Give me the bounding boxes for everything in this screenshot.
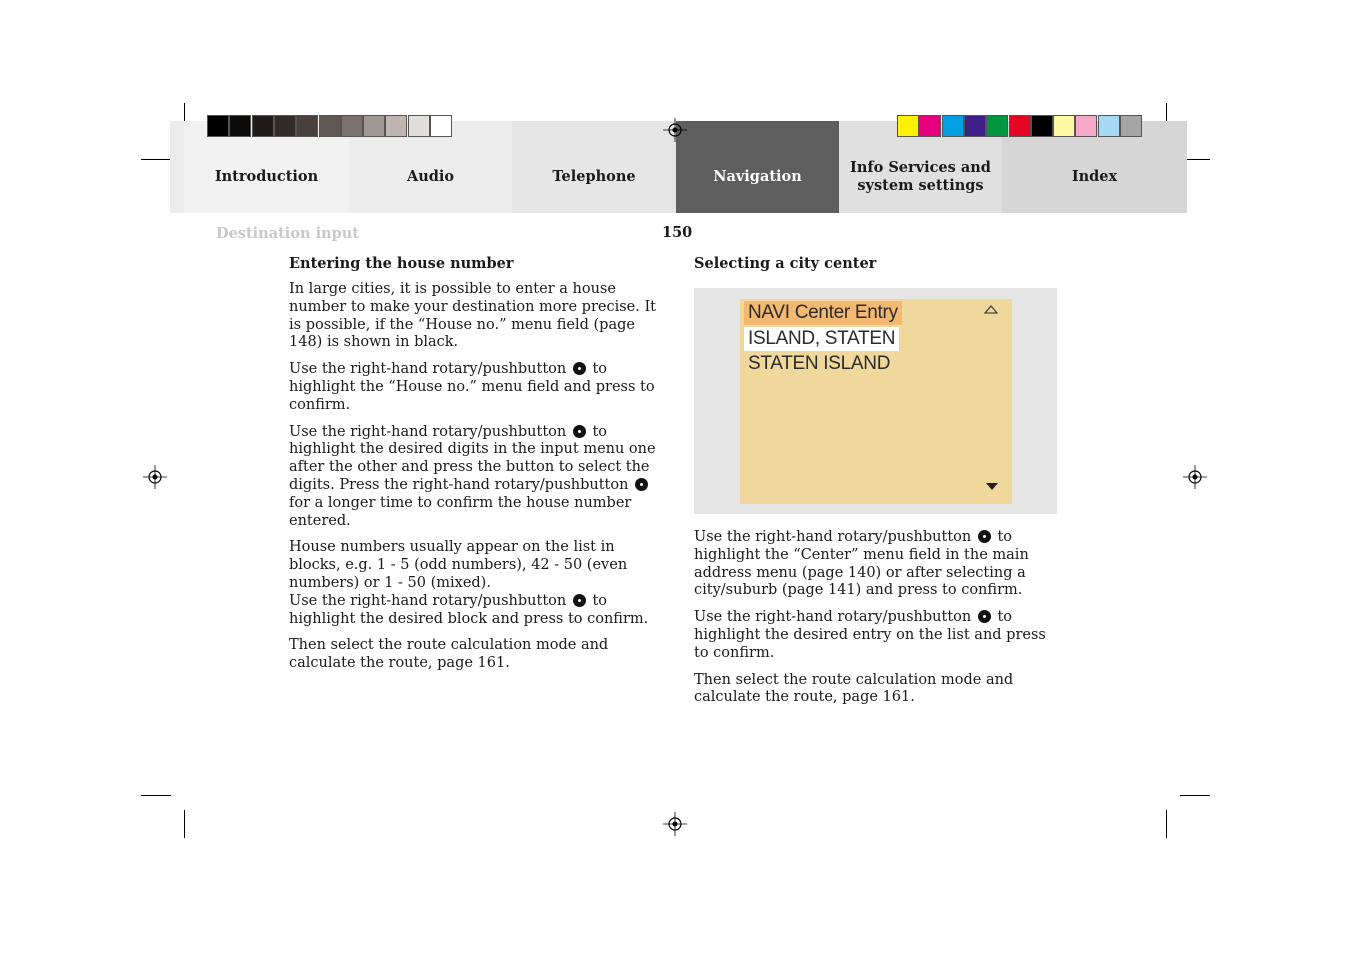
- page-number: 150: [662, 224, 693, 241]
- calibration-swatch: [296, 115, 318, 137]
- crop-mark: [141, 159, 171, 160]
- calibration-swatch: [1075, 115, 1097, 137]
- registration-mark-icon: [143, 465, 167, 489]
- calibration-swatch: [986, 115, 1008, 137]
- calibration-swatch: [341, 115, 363, 137]
- calibration-swatch: [252, 115, 274, 137]
- tab-label: Audio: [406, 168, 455, 185]
- calibration-swatch: [1009, 115, 1031, 137]
- calibration-swatch: [363, 115, 385, 137]
- rotary-pushbutton-icon: [635, 478, 648, 491]
- crop-mark: [1180, 795, 1210, 796]
- crop-mark: [184, 810, 185, 838]
- screen-list-item: STATEN ISLAND: [748, 353, 891, 374]
- rotary-pushbutton-icon: [978, 610, 991, 623]
- scroll-up-icon: [984, 305, 998, 315]
- left-column: [289, 255, 664, 682]
- paragraph: House numbers usually appear on the list in blocks, e.g. 1 - 5 (odd numbers), 42 - 50 (even numbers) or 1 - 50 (mixed). Use the right-hand rotary/pushbutton to highlight the desired block and press to confirm.: [289, 539, 649, 627]
- calibration-swatch: [942, 115, 964, 137]
- registration-mark-icon: [663, 812, 687, 836]
- section-heading: Entering the house number: [289, 255, 514, 272]
- paragraph: In large cities, it is possible to enter a house number to make your destination more precise. It is possible, if the “House no.” menu field (page 148) is shown in black.: [289, 281, 657, 351]
- calibration-swatch: [897, 115, 919, 137]
- tab-label: Index: [1071, 168, 1118, 185]
- section-heading: Selecting a city center: [694, 255, 877, 272]
- calibration-swatch: [1031, 115, 1053, 137]
- scroll-down-icon: [985, 482, 999, 491]
- tab-label-line1: Info Services and: [850, 159, 991, 176]
- calibration-swatch: [919, 115, 941, 137]
- rotary-pushbutton-icon: [573, 594, 586, 607]
- registration-mark-icon: [663, 118, 687, 142]
- navigation-display-screen: [740, 299, 1012, 504]
- paragraph: Use the right-hand rotary/pushbutton to highlight the desired digits in the input menu one after the other and press the button to select the digits. Press the right-hand rotary/pushbutton for a longer time to confirm the house number entered.: [289, 423, 656, 529]
- calibration-swatch: [1120, 115, 1142, 137]
- calibration-swatch: [229, 115, 251, 137]
- right-column: [694, 529, 1059, 716]
- tab-label: Navigation: [713, 168, 802, 185]
- tab-navigation[interactable]: [676, 121, 839, 213]
- paragraph: Use the right-hand rotary/pushbutton to highlight the “House no.” menu field and press to confirm.: [289, 361, 655, 413]
- screen-list-item-selected: ISLAND, STATEN: [744, 327, 899, 351]
- calibration-swatch: [274, 115, 296, 137]
- calibration-swatch: [385, 115, 407, 137]
- running-head: Destination input: [216, 225, 360, 242]
- paragraph: Then select the route calculation mode and calculate the route, page 161.: [694, 671, 1014, 706]
- tab-label-line2: system settings: [857, 177, 984, 194]
- calibration-swatch: [319, 115, 341, 137]
- tab-label: Telephone: [552, 168, 636, 185]
- calibration-swatch: [430, 115, 452, 137]
- calibration-swatch: [1053, 115, 1075, 137]
- paragraph: Use the right-hand rotary/pushbutton to highlight the “Center” menu field in the main address menu (page 140) or after selecting a city/suburb (page 141) and press to confirm.: [694, 529, 1029, 599]
- paragraph: Then select the route calculation mode and calculate the route, page 161.: [289, 637, 609, 672]
- tab-telephone[interactable]: [512, 121, 676, 213]
- calibration-swatch: [964, 115, 986, 137]
- rotary-pushbutton-icon: [978, 530, 991, 543]
- registration-mark-icon: [1183, 465, 1207, 489]
- crop-mark: [1166, 810, 1167, 838]
- paragraph: Use the right-hand rotary/pushbutton to highlight the desired entry on the list and press to confirm.: [694, 609, 1046, 661]
- crop-mark: [141, 795, 171, 796]
- calibration-swatch: [207, 115, 229, 137]
- right-column-heading-block: [694, 255, 1059, 281]
- calibration-swatch: [1098, 115, 1120, 137]
- rotary-pushbutton-icon: [573, 425, 586, 438]
- calibration-swatch: [408, 115, 430, 137]
- screen-header: NAVI Center Entry: [744, 301, 902, 325]
- rotary-pushbutton-icon: [573, 362, 586, 375]
- tab-label: Introduction: [214, 168, 319, 185]
